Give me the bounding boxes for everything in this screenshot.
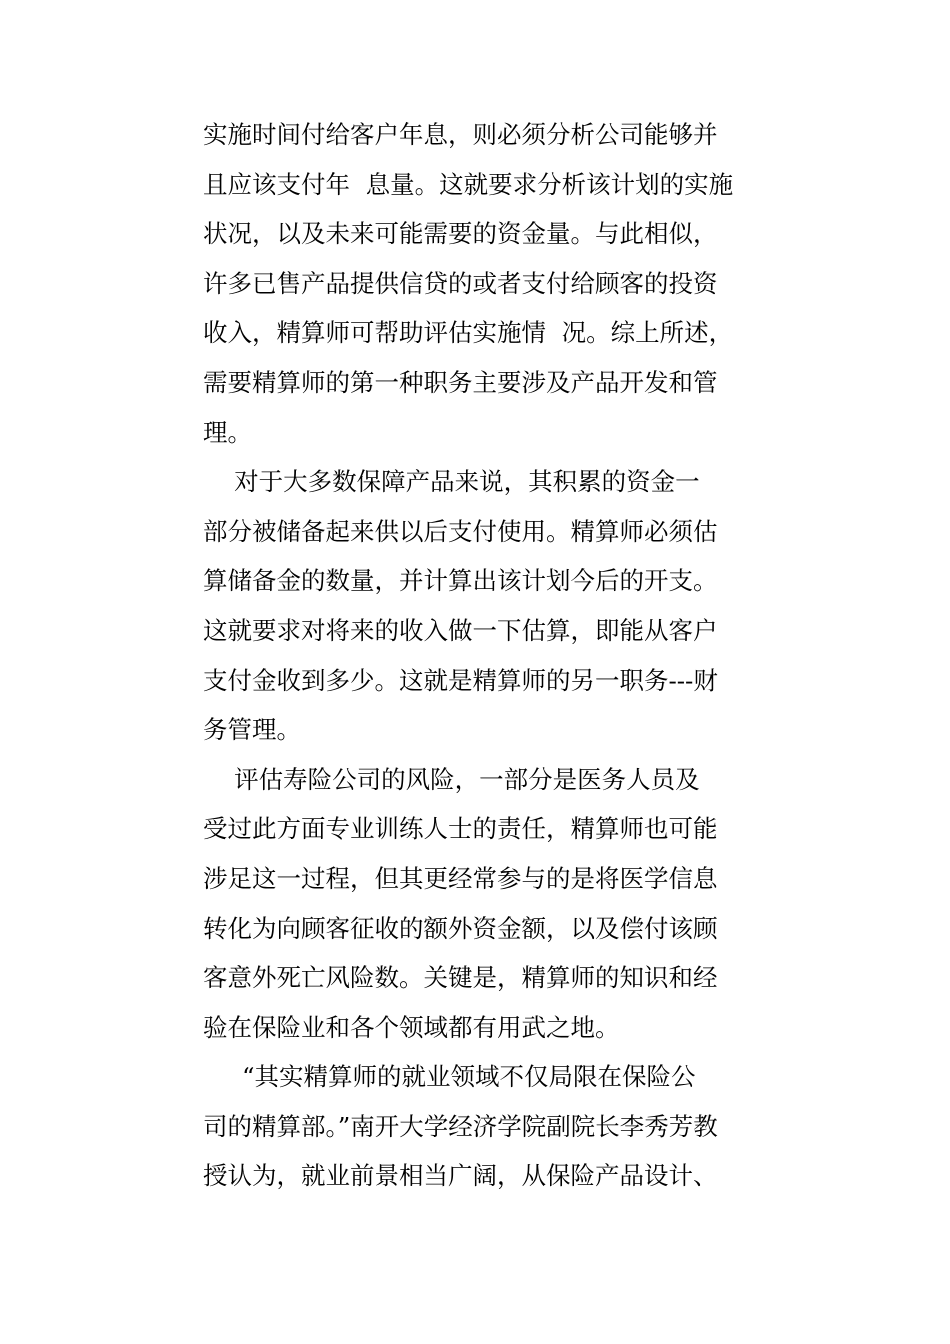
text-line: 评估寿险公司的风险，一部分是医务人员及	[203, 764, 700, 794]
text-line: 状况，以及未来可能需要的资金量。与此相似，	[203, 219, 718, 249]
text-line: 验在保险业和各个领域都有用武之地。	[203, 1012, 620, 1042]
text-line: 需要精算师的第一种职务主要涉及产品开发和管	[203, 367, 718, 397]
text-line: 涉足这一过程，但其更经常参与的是将医学信息	[203, 863, 718, 893]
text-line: 务管理。	[203, 715, 301, 745]
text-line: 理。	[203, 417, 252, 447]
text-line: 客意外死亡风险数。关键是，精算师的知识和经	[203, 963, 718, 993]
body-text	[203, 110, 753, 1201]
text-line: “其实精算师的就业领域不仅局限在保险公	[203, 1062, 696, 1092]
text-line: 许多已售产品提供信贷的或者支付给顾客的投资	[203, 268, 718, 298]
text-line: 对于大多数保障产品来说，其积累的资金一	[203, 467, 700, 497]
text-line: 授认为，就业前景相当广阔，从保险产品设计、	[203, 1161, 718, 1191]
text-line: 转化为向顾客征收的额外资金额，以及偿付该顾	[203, 913, 718, 943]
text-line: 实施时间付给客户年息，则必须分析公司能够并	[203, 120, 718, 149]
text-line: 收入，精算师可帮助评估实施情 况。综上所述，	[203, 318, 734, 348]
text-line: 司的精算部。”南开大学经济学院副院长李秀芳教	[203, 1111, 718, 1141]
text-line: 这就要求对将来的收入做一下估算，即能从客户	[203, 615, 718, 645]
text-line: 受过此方面专业训练人士的责任，精算师也可能	[203, 814, 718, 844]
text-line: 算储备金的数量，并计算出该计划今后的开支。	[203, 566, 718, 596]
text-line: 支付金收到多少。这就是精算师的另一职务---财	[203, 665, 718, 695]
text-line: 且应该支付年 息量。这就要求分析该计划的实施	[203, 169, 734, 199]
text-line: 部分被储备起来供以后支付使用。精算师必须估	[203, 516, 718, 546]
